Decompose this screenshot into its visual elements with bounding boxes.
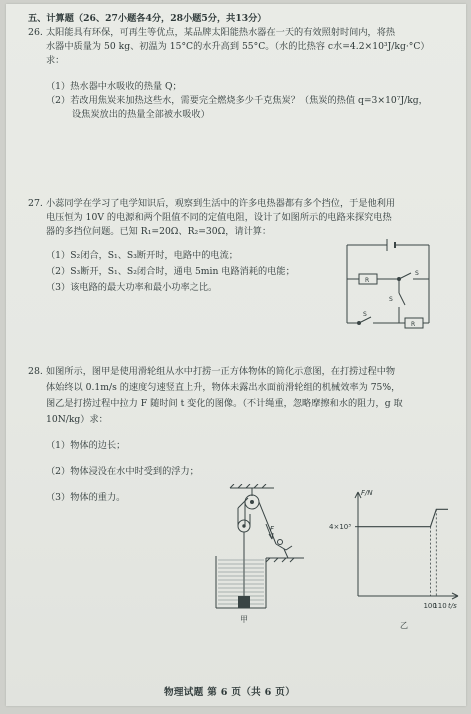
exam-page [6,4,466,706]
q27-line-1: 小蕊同学在学习了电学知识后，观察到生活中的许多电热器都有多个挡位，于是他利用 [46,198,396,209]
q28-line-1: 如图所示，图甲是使用滑轮组从水中打捞一正方体物体的简化示意图，在打捞过程中物 [46,366,396,377]
switch-s3-blade [399,293,405,305]
q28-item-2: （2）物体浸没在水中时受到的浮力； [46,466,199,477]
q26-line-3: 求： [46,55,65,66]
q27-item-1: （1）S₂闭合，S₁、S₃断开时，电路中的电流； [46,250,238,261]
force-label: F [270,525,275,533]
cube-object [238,596,250,608]
x-axis-label: t/s [448,602,457,610]
q27-line-2: 电压恒为 10V 的电源和两个阻值不同的定值电阻，设计了如图所示的电路来探究电热 [46,212,392,223]
q28-line-4: 10N/kg）求： [46,414,108,425]
q28-line-2: 体始终以 0.1m/s 的速度匀速竖直上升，物体未露出水面前滑轮组的机械效率为 75%， [46,382,401,393]
q28-line-3: 图乙是打捞过程中拉力 F 随时间 t 变化的图像。（不计绳重，忽略摩擦和水的阻力，g 取 [46,398,403,409]
page-footer: 物理试题 第 6 页（共 6 页） [164,687,296,698]
r1-label: R [365,277,370,284]
q28-item-1: （1）物体的边长； [46,440,126,451]
q26-item-1: （1）热水器中水吸收的热量 Q； [46,81,182,92]
switch-s1-blade [399,273,411,279]
x-tick-label-100: 100 [423,602,437,610]
figure-force-time-graph [324,484,464,634]
circuit-diagram [339,237,439,332]
q26-item-2-cont: 设焦炭放出的热量全部被水吸收） [72,109,210,120]
q27-item-3: （3）该电路的最大功率和最小功率之比。 [46,282,218,293]
force-series-line [358,509,448,526]
figure-b-caption: 乙 [400,621,408,630]
q27-line-3: 器的多挡位问题。已知 R₁=20Ω、R₂=30Ω，请计算： [46,226,272,237]
s3-label: S [389,296,393,303]
figure-a-caption: 甲 [240,615,248,624]
s2-label: S [363,311,367,318]
pull-rope [259,502,276,544]
s1-label: S [415,270,419,277]
q26-line-2: 水器中质量为 50 kg、初温为 15°C的水升高到 55°C。（水的比热容 c水=4.2×10³J/kg·°C） [46,41,430,52]
figure-pulley-diagram [214,484,304,624]
q28-number: 28. [28,366,43,377]
q27-item-2: （2）S₃断开，S₁、S₂闭合时，通电 5min 电路消耗的电能； [46,266,295,277]
q28-item-3: （3）物体的重力。 [46,492,126,503]
y-axis-label: F/N [361,489,373,497]
y-tick-label: 4×10³ [329,523,352,532]
q27-number: 27. [28,198,43,209]
x-tick-label-110: 110 [433,602,447,610]
q26-number: 26. [28,27,43,38]
r2-label: R [411,321,416,328]
q26-item-2: （2）若改用焦炭来加热这些水，需要完全燃烧多少千克焦炭？（焦炭的热值 q=3×10⁷J/kg， [46,95,428,106]
q26-line-1: 太阳能具有环保，可再生等优点，某品牌太阳能热水器在一天的有效照射时间内，将热 [46,27,396,38]
section-title: 五、计算题（26、27小题各4分，28小题5分，共13分） [28,13,267,24]
